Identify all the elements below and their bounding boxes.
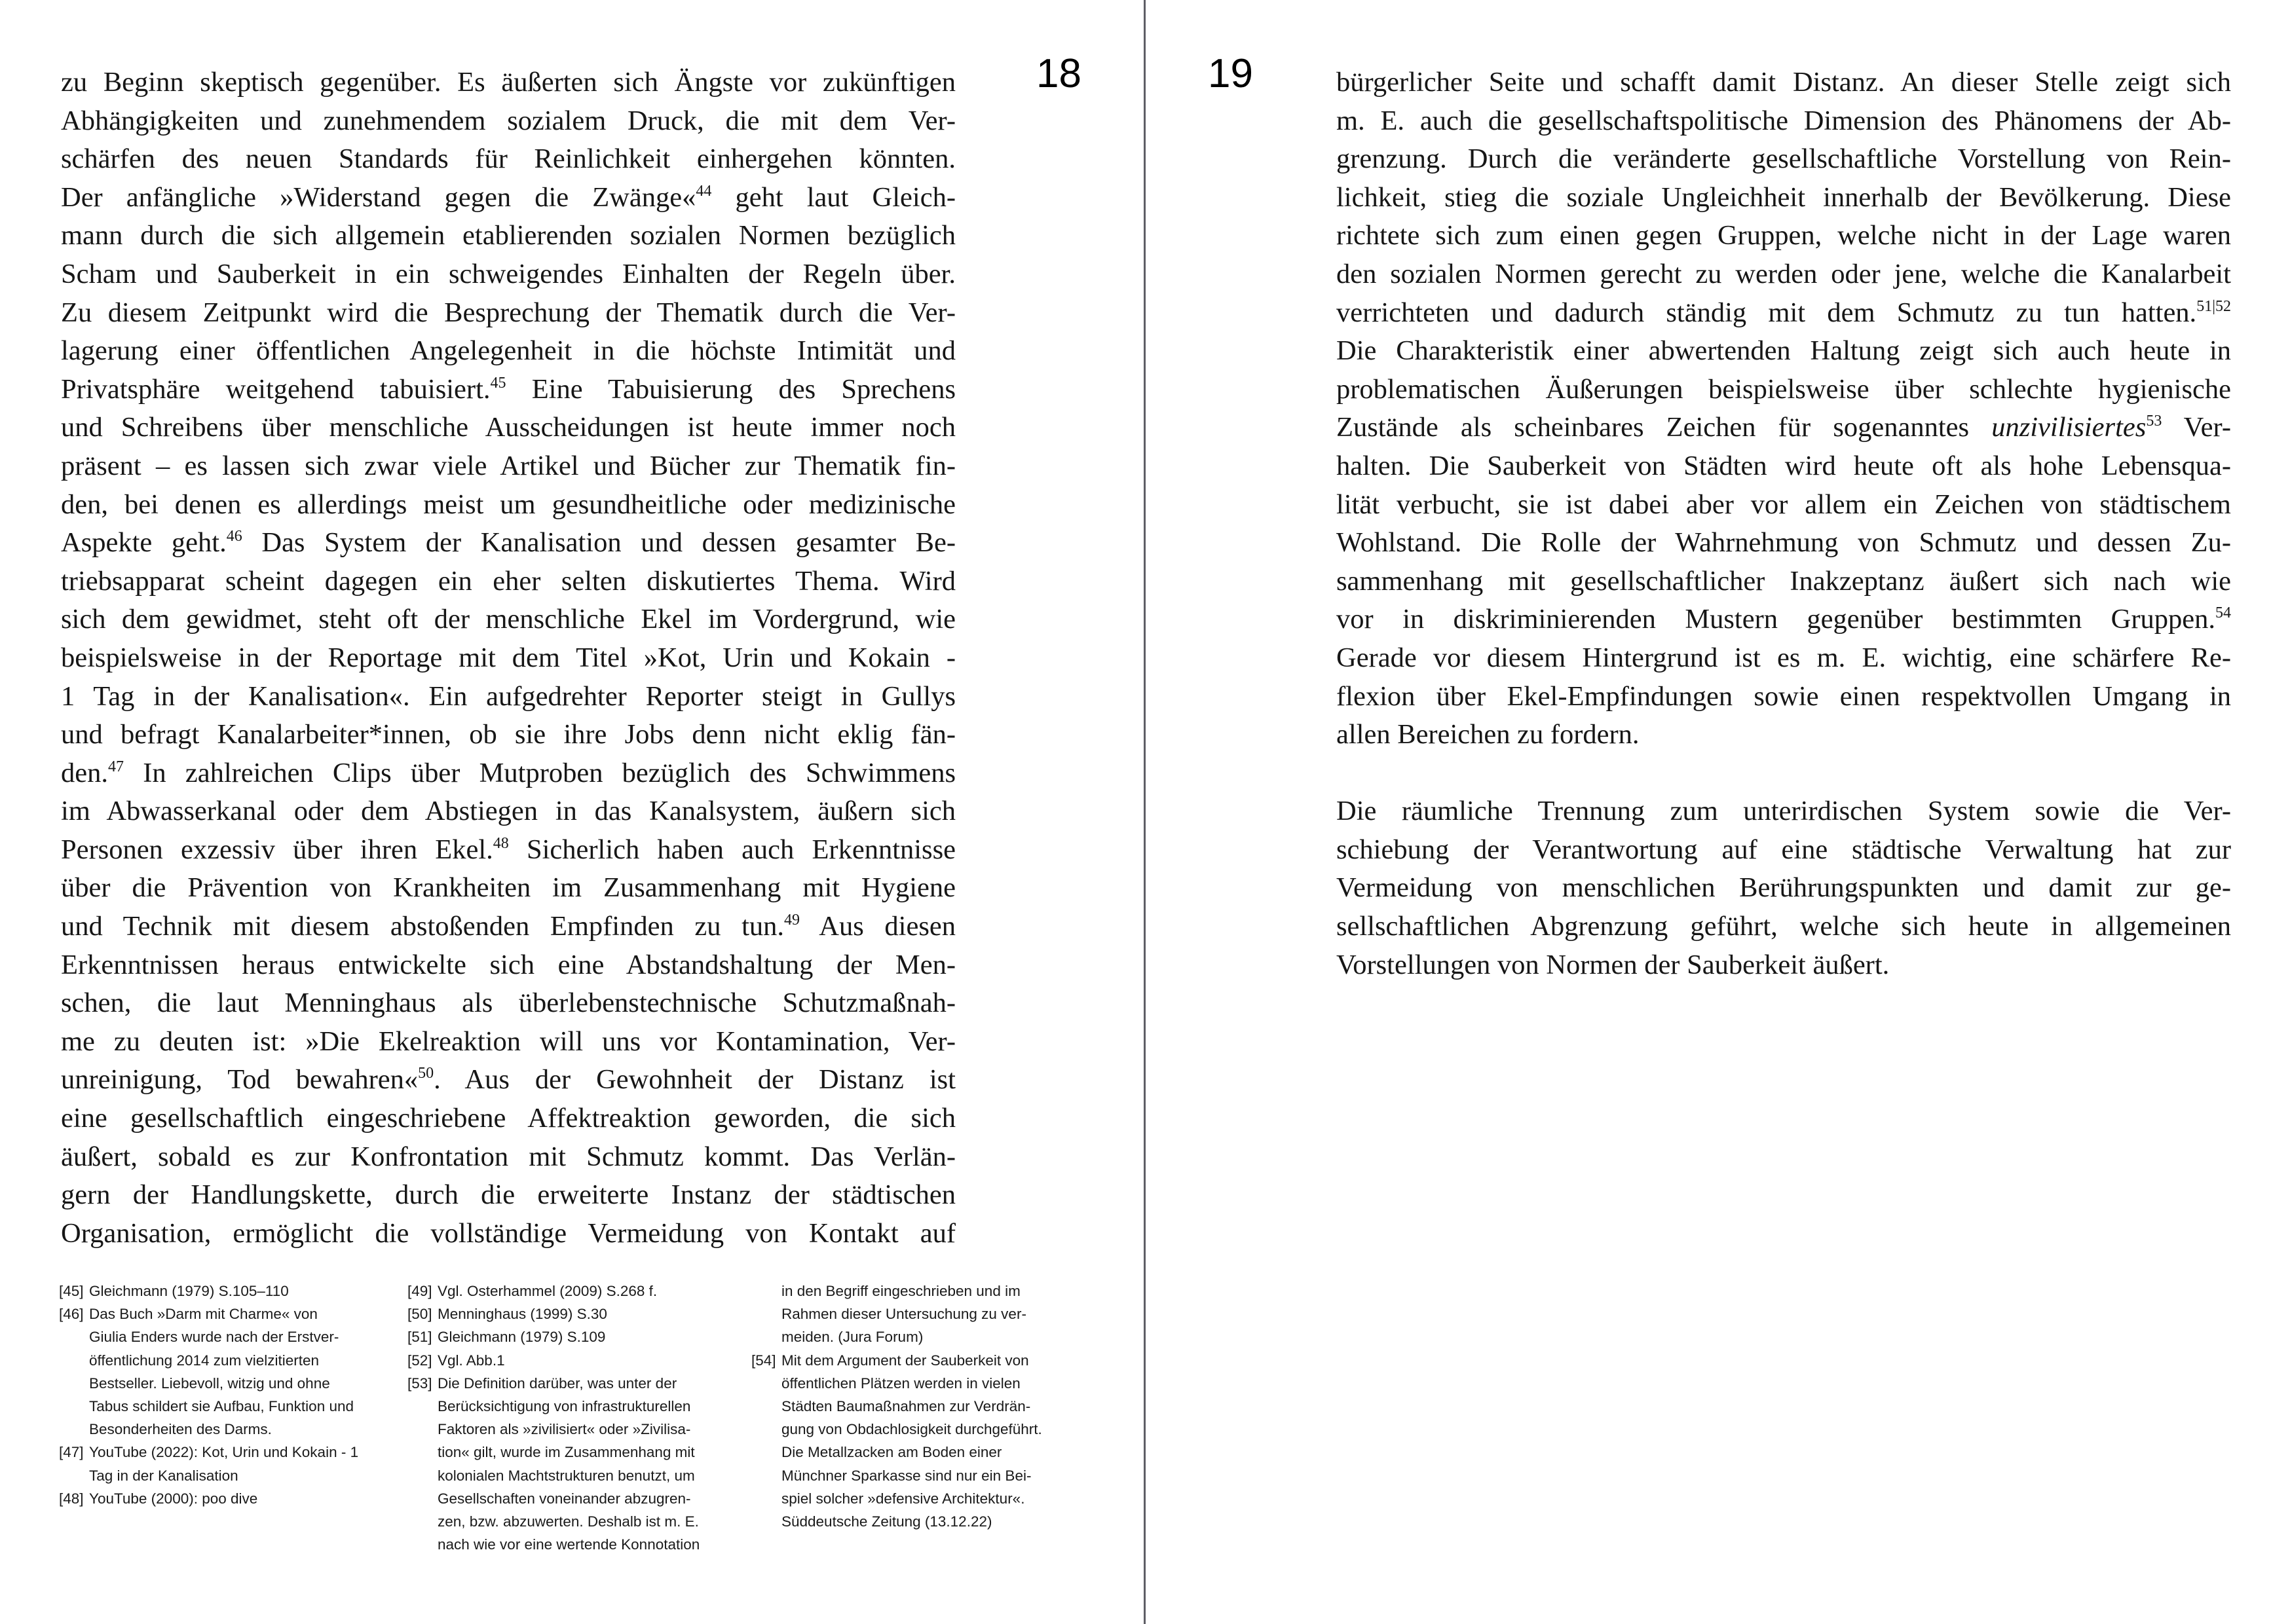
footnote: [407, 1280, 748, 1302]
footnote-number: [54]: [751, 1352, 776, 1369]
body-text-line: und Technik mit diesem abstoßenden Empfinden zu tun.$^{49}$ Aus diesen: [61, 911, 956, 942]
body-text-line: sich dem gewidmet, steht oft der menschliche Ekel im Vordergrund, wie: [61, 604, 956, 635]
body-text-line: lität verbucht, sie ist dabei aber vor allem ein Zeichen von städtischem: [1336, 489, 2231, 520]
footnote-number: [51]: [407, 1329, 432, 1346]
footnote-text-line: Vgl. Osterhammel (2009) S.268 f.: [438, 1283, 658, 1299]
body-text-line: Abhängigkeiten und zunehmendem sozialem Druck, die mit dem Ver-: [61, 105, 956, 136]
body-text-line: unreinigung, Tod bewahren«$^{50}$. Aus der Gewohnheit der Distanz ist: [61, 1064, 956, 1096]
body-text-line: Erkenntnissen heraus entwickelte sich eine Abstandshaltung der Men-: [61, 949, 956, 980]
body-text-line: problematischen Äußerungen beispielsweise über schlechte hygienische: [1336, 373, 2231, 405]
footnote-text-line: Städten Baumaßnahmen zur Verdrän-: [781, 1398, 1031, 1415]
body-text-line: mann durch die sich allgemein etablierenden sozialen Normen bezüglich: [61, 220, 956, 251]
body-text-line: Vorstellungen von Normen der Sauberkeit äußert.: [1336, 949, 1890, 980]
body-text-line: m. E. auch die gesellschaftspolitische Dimension des Phänomens der Ab-: [1336, 105, 2231, 136]
footnote-text-line: Giulia Enders wurde nach der Erstver-: [89, 1329, 339, 1346]
body-text-line: richtete sich zum einen gegen Gruppen, welche nicht in der Lage waren: [1336, 220, 2231, 251]
body-text-line: Gerade vor diesem Hintergrund ist es m. E. wichtig, eine schärfere Re-: [1336, 642, 2231, 673]
footnote-text-line: Gleichmann (1979) S.109: [438, 1329, 606, 1346]
footnote-text-line: Menninghaus (1999) S.30: [438, 1306, 607, 1323]
page-number-right: 19: [1208, 51, 1253, 96]
footnote: [59, 1280, 400, 1302]
right-page-body-text: [1336, 64, 2231, 984]
footnote-text-line: kolonialen Machtstrukturen benutzt, um: [438, 1467, 695, 1484]
body-text-line: gern der Handlungskette, durch die erweiterte Instanz der städtischen: [61, 1179, 956, 1211]
body-text-line: im Abwasserkanal oder dem Abstiegen in das Kanalsystem, äußern sich: [61, 796, 956, 827]
footnote: [407, 1325, 748, 1348]
body-text-line: halten. Die Sauberkeit von Städten wird heute oft als hohe Lebensqua-: [1336, 450, 2231, 481]
footnote-text-line: Bestseller. Liebevoll, witzig und ohne: [89, 1375, 330, 1392]
body-text-line: triebsapparat scheint dagegen ein eher selten diskutiertes Thema. Wird: [61, 565, 956, 597]
footnote-reference[interactable]: 48: [493, 834, 509, 852]
footnotes-column-3: [751, 1280, 1092, 1533]
body-text-line: zu Beginn skeptisch gegenüber. Es äußerten sich Ängste vor zukünftigen: [61, 67, 956, 98]
footnote-text-line: tion« gilt, wurde im Zusammenhang mit: [438, 1444, 695, 1461]
body-text-line: Organisation, ermöglicht die vollständige Vermeidung von Kontakt auf: [61, 1217, 956, 1249]
footnote: [407, 1349, 748, 1372]
footnote-text-line: Tag in der Kanalisation: [89, 1467, 238, 1484]
footnote-text-line: Die Definition darüber, was unter der: [438, 1375, 677, 1392]
body-text-line: schen, die laut Menninghaus als überlebenstechnische Schutzmaßnah-: [61, 987, 956, 1019]
paragraph-gap: [1336, 754, 2231, 793]
footnote-reference[interactable]: 50: [418, 1065, 434, 1082]
body-text-line: eine gesellschaftlich eingeschriebene Affektreaktion geworden, die sich: [61, 1103, 956, 1134]
footnote-reference[interactable]: 49: [784, 912, 800, 929]
body-text-line: Die Charakteristik einer abwertenden Haltung zeigt sich auch heute in: [1336, 335, 2231, 367]
footnote-text-line: nach wie vor eine wertende Konnotation: [438, 1536, 700, 1553]
footnote: [59, 1487, 400, 1510]
footnote-reference[interactable]: 44: [696, 182, 712, 200]
footnote: [407, 1372, 748, 1557]
footnote-text-line: gung von Obdachlosigkeit durchgeführt.: [781, 1421, 1042, 1438]
body-text-line: flexion über Ekel-Empfindungen sowie einen respektvollen Umgang in: [1336, 680, 2231, 712]
body-text-line: grenzung. Durch die veränderte gesellschaftliche Vorstellung von Rein-: [1336, 143, 2231, 175]
footnote-reference[interactable]: 53: [2146, 413, 2162, 430]
body-text-line: äußert, sobald es zur Konfrontation mit Schmutz kommt. Das Verlän-: [61, 1141, 956, 1172]
body-text-line: Personen exzessiv über ihren Ekel.$^{48}$ Sicherlich haben auch Erkenntnisse: [61, 834, 956, 865]
left-page-body-text: [61, 64, 956, 1253]
footnote-number: [46]: [59, 1306, 84, 1323]
footnote-reference[interactable]: 54: [2215, 604, 2231, 622]
body-text-line: 1 Tag in der Kanalisation«. Ein aufgedrehter Reporter steigt in Gullys: [61, 680, 956, 712]
footnote-text-line: öffentlichen Plätzen werden in vielen: [781, 1375, 1021, 1392]
footnote-text-line: Mit dem Argument der Sauberkeit von: [781, 1352, 1029, 1369]
footnote-number: [49]: [407, 1283, 432, 1299]
footnote-text-line: Vgl. Abb.1: [438, 1352, 505, 1369]
body-text-line: Privatsphäre weitgehend tabuisiert.$^{45}$ Eine Tabuisierung des Sprechens: [61, 373, 956, 405]
footnote-text-line: Münchner Sparkasse sind nur ein Bei-: [781, 1467, 1032, 1484]
body-text-line: Zu diesem Zeitpunkt wird die Besprechung der Thematik durch die Ver-: [61, 297, 956, 328]
body-text-line: bürgerlicher Seite und schafft damit Distanz. An dieser Stelle zeigt sich: [1336, 67, 2231, 98]
footnote-text-line: YouTube (2000): poo dive: [89, 1490, 258, 1507]
footnote-reference[interactable]: 47: [108, 758, 124, 775]
footnote-text-line: YouTube (2022): Kot, Urin und Kokain - 1: [89, 1444, 359, 1461]
footnote: [59, 1441, 400, 1486]
body-text-line: Aspekte geht.$^{46}$ Das System der Kanalisation und dessen gesamter Be-: [61, 527, 956, 559]
body-text-line: vor in diskriminierenden Mustern gegenüber bestimmten Gruppen.$^{54}$: [1336, 604, 2231, 635]
body-text-line: allen Bereichen zu fordern.: [1336, 719, 1640, 750]
footnote-text-line: Gleichmann (1979) S.105–110: [89, 1283, 289, 1299]
body-text-line: präsent – es lassen sich zwar viele Artikel und Bücher zur Thematik fin-: [61, 450, 956, 481]
footnote-text-line: öffentlichung 2014 zum vielzitierten: [89, 1352, 320, 1369]
footnote-text-line: Die Metallzacken am Boden einer: [781, 1444, 1002, 1461]
body-text-line: schiebung der Verantwortung auf eine städtische Verwaltung hat zur: [1336, 834, 2231, 865]
body-text-line: Der anfängliche »Widerstand gegen die Zwänge«$^{44}$ geht laut Gleich-: [61, 181, 956, 213]
body-text-line: Vermeidung von menschlichen Berührungspunkten und damit zur ge-: [1336, 872, 2231, 904]
footnote-number: [52]: [407, 1352, 432, 1369]
body-text-line: Die räumliche Trennung zum unterirdischen System sowie die Ver-: [1336, 796, 2231, 827]
footnote-number: [48]: [59, 1490, 84, 1507]
footnote-number: [47]: [59, 1444, 84, 1461]
footnote-text-line: meiden. (Jura Forum): [781, 1329, 924, 1346]
body-text-line: sammenhang mit gesellschaftlicher Inakzeptanz äußert sich nach wie: [1336, 565, 2231, 597]
page-divider: [1144, 0, 1146, 1624]
body-text-line: lagerung einer öffentlichen Angelegenheit in die höchste Intimität und: [61, 335, 956, 367]
footnote-text-line: Süddeutsche Zeitung (13.12.22): [781, 1513, 992, 1530]
body-text-line: den, bei denen es allerdings meist um gesundheitliche oder medizinische: [61, 489, 956, 520]
footnote-text-line: in den Begriff eingeschrieben und im: [781, 1283, 1021, 1299]
footnote-text-line: Rahmen dieser Untersuchung zu ver-: [781, 1306, 1026, 1323]
emphasized-term: unzivilisiertes: [1991, 412, 2147, 443]
page-number-left: 18: [1036, 51, 1081, 96]
body-text-line: und Schreibens über menschliche Ausscheidungen ist heute immer noch: [61, 412, 956, 443]
footnote-reference[interactable]: 51|52: [2196, 297, 2231, 315]
footnote: [751, 1280, 1092, 1349]
footnote-text-line: Gesellschaften voneinander abzugren-: [438, 1490, 691, 1507]
footnote-text-line: Besonderheiten des Darms.: [89, 1421, 272, 1438]
body-text-line: me zu deuten ist: »Die Ekelreaktion will uns vor Kontamination, Ver-: [61, 1025, 956, 1057]
footnote-reference[interactable]: 45: [490, 374, 506, 392]
footnote: [751, 1349, 1092, 1534]
body-text-line: den sozialen Normen gerecht zu werden oder jene, welche die Kanalarbeit: [1336, 258, 2231, 289]
body-text-line: schärfen des neuen Standards für Reinlichkeit einhergehen könnten.: [61, 143, 956, 175]
footnote-number: [53]: [407, 1375, 432, 1392]
footnote-text-line: Berücksichtigung von infrastrukturellen: [438, 1398, 691, 1415]
footnote-reference[interactable]: 46: [226, 528, 242, 545]
body-text-line: verrichteten und dadurch ständig mit dem Schmutz zu tun hatten.$^{51|52}$: [1336, 297, 2231, 328]
footnotes-column-1: [59, 1280, 400, 1510]
footnote-text-line: spiel solcher »defensive Architektur«.: [781, 1490, 1025, 1507]
footnote-text-line: Tabus schildert sie Aufbau, Funktion und: [89, 1398, 354, 1415]
body-text-line: und befragt Kanalarbeiter*innen, ob sie ihre Jobs denn nicht eklig fän-: [61, 719, 956, 750]
footnote-number: [45]: [59, 1283, 84, 1299]
body-text-line: Wohlstand. Die Rolle der Wahrnehmung von Schmutz und dessen Zu-: [1336, 527, 2231, 559]
footnote: [407, 1302, 748, 1325]
body-text-line: Zustände als scheinbares Zeichen für sogenanntes unzivilisiertes$^{53}$ Ver-: [1336, 412, 2231, 443]
body-text-line: lichkeit, stieg die soziale Ungleichheit innerhalb der Bevölkerung. Diese: [1336, 181, 2231, 213]
body-text-line: den.$^{47}$ In zahlreichen Clips über Mutproben bezüglich des Schwimmens: [61, 757, 956, 788]
footnote-text-line: Das Buch »Darm mit Charme« von: [89, 1306, 318, 1323]
body-text-line: beispielsweise in der Reportage mit dem Titel »Kot, Urin und Kokain -: [61, 642, 956, 673]
footnote-text-line: zen, bzw. abzuwerten. Deshalb ist m. E.: [438, 1513, 699, 1530]
footnote-text-line: Faktoren als »zivilisiert« oder »Zivilisa-: [438, 1421, 691, 1438]
body-text-line: sellschaftlichen Abgrenzung geführt, welche sich heute in allgemeinen: [1336, 911, 2231, 942]
body-text-line: Scham und Sauberkeit in ein schweigendes Einhalten der Regeln über.: [61, 258, 956, 289]
body-text-line: über die Prävention von Krankheiten im Zusammenhang mit Hygiene: [61, 872, 956, 904]
footnote: [59, 1302, 400, 1441]
footnotes-column-2: [407, 1280, 748, 1556]
footnote-number: [50]: [407, 1306, 432, 1323]
